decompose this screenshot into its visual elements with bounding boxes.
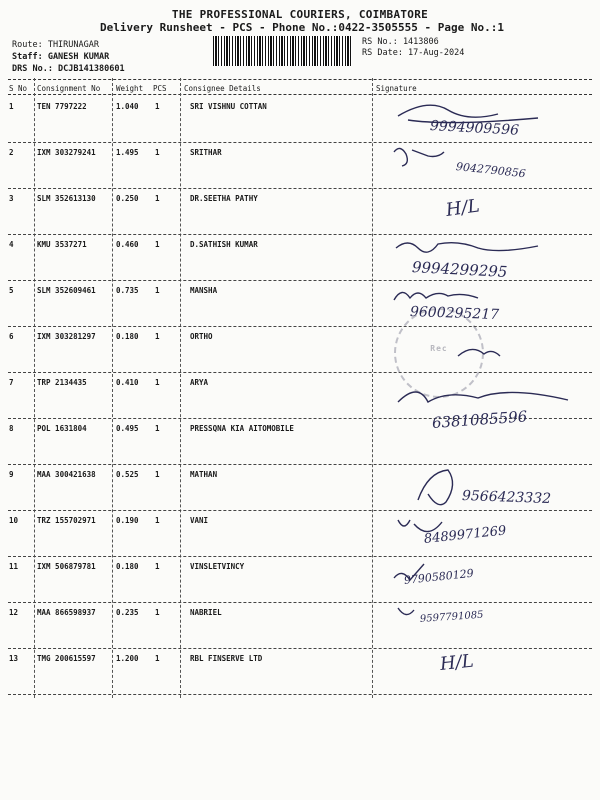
row-consignee: VINSLETVINCY [190,562,245,571]
row-consignee: DR.SEETHA PATHY [190,194,258,203]
row-sno: 11 [9,562,19,571]
row-consignee: D.SATHISH KUMAR [190,240,258,249]
row-weight: 0.180 [116,332,139,341]
row-weight: 0.735 [116,286,139,295]
row-consignee: PRESSQNA KIA AITOMOBILE [190,424,294,433]
handwritten-phone: 8489971269 [423,523,508,547]
row-consignee: VANI [190,516,209,525]
row-sno: 1 [9,102,14,111]
row-pcs: 1 [155,378,160,387]
row-consignment-no: TRZ 155702971 [37,516,96,525]
table-row [0,96,600,143]
row-weight: 0.190 [116,516,139,525]
row-pcs: 1 [155,654,160,663]
row-weight: 0.495 [116,424,139,433]
row-consignee: MATHAN [190,470,218,479]
row-pcs: 1 [155,102,160,111]
row-sno: 8 [9,424,14,433]
col-consignee: Consignee Details [184,84,261,93]
handwritten-phone: 6381085596 [431,407,528,432]
row-consignment-no: IXM 303281297 [37,332,96,341]
handwritten-phone: 9994299295 [411,258,508,281]
row-pcs: 1 [155,332,160,341]
drs-number: DRS No.: DCJB141380601 [12,64,125,74]
handwritten-phone: H/L [444,195,481,221]
table-row [0,510,600,557]
row-pcs: 1 [155,424,160,433]
row-consignment-no: IXM 506879781 [37,562,96,571]
col-signature: Signature [376,84,417,93]
row-weight: 0.410 [116,378,139,387]
stamp-text: Rec [430,344,448,353]
table-row [0,602,600,649]
row-sno: 7 [9,378,14,387]
row-consignee: SRI VISHNU COTTAN [190,102,267,111]
row-sno: 9 [9,470,14,479]
row-consignee: NABRIEL [190,608,222,617]
row-consignment-no: TRP 2134435 [37,378,87,387]
row-consignment-no: TEN 7797222 [37,102,87,111]
route-label: Route: THIRUNAGAR [12,40,99,50]
row-sno: 10 [9,516,19,525]
col-consignment: Consignment No [37,84,101,93]
row-consignee: SRITHAR [190,148,222,157]
row-pcs: 1 [155,240,160,249]
row-sno: 13 [9,654,19,663]
table-row [0,464,600,511]
row-weight: 1.200 [116,654,139,663]
row-consignment-no: MAA 300421638 [37,470,96,479]
row-sno: 2 [9,148,14,157]
row-weight: 0.460 [116,240,139,249]
table-row [0,188,600,235]
staff-label: Staff: GANESH KUMAR [12,52,110,62]
row-pcs: 1 [155,148,160,157]
table-row [0,280,600,327]
handwritten-phone: 9994909596 [429,118,520,139]
col-sno: S No [9,84,28,93]
barcode [213,36,352,66]
row-consignment-no: POL 1631804 [37,424,87,433]
row-pcs: 1 [155,286,160,295]
table-row [0,234,600,281]
table-top-line [8,79,592,80]
row-weight: 1.040 [116,102,139,111]
row-consignment-no: SLM 352613130 [37,194,96,203]
col-pcs: PCS [153,84,167,93]
row-weight: 0.180 [116,562,139,571]
row-consignment-no: IXM 303279241 [37,148,96,157]
handwritten-phone: 9042790856 [455,160,527,181]
row-consignee: ORTHO [190,332,213,341]
row-consignment-no: TMG 200615597 [37,654,96,663]
col-weight: Weight [116,84,144,93]
table-row [0,556,600,603]
handwritten-phone: 9597791085 [419,609,484,625]
row-sno: 12 [9,608,19,617]
runsheet-subtitle: Delivery Runsheet - PCS - Phone No.:0422-3505555 - Page No.:1 [100,21,504,34]
handwritten-phone: 9600295217 [409,304,500,324]
row-consignment-no: SLM 352609461 [37,286,96,295]
company-title: THE PROFESSIONAL COURIERS, COIMBATORE [171,8,429,21]
row-weight: 0.525 [116,470,139,479]
rs-date: RS Date: 17-Aug-2024 [362,48,465,58]
table-row [0,142,600,189]
row-sno: 3 [9,194,14,203]
table-row [0,326,600,373]
row-consignee: ARYA [190,378,209,387]
handwritten-phone: H/L [438,650,475,675]
row-sno: 4 [9,240,14,249]
row-consignment-no: KMU 3537271 [37,240,87,249]
row-pcs: 1 [155,194,160,203]
row-pcs: 1 [155,608,160,617]
handwritten-signature [388,326,578,370]
handwritten-phone: 9566423332 [461,488,552,508]
row-weight: 1.495 [116,148,139,157]
row-consignment-no: MAA 866598937 [37,608,96,617]
handwritten-phone: 9790580129 [403,566,475,587]
rs-number: RS No.: 1413806 [362,37,439,47]
table-header-line [8,94,592,95]
table-row [0,407,600,465]
table-row [0,648,600,695]
row-sno: 5 [9,286,14,295]
row-pcs: 1 [155,562,160,571]
row-pcs: 1 [155,470,160,479]
row-consignee: RBL FINSERVE LTD [190,654,263,663]
row-weight: 0.250 [116,194,139,203]
row-consignee: MANSHA [190,286,218,295]
row-separator [8,694,592,695]
row-weight: 0.235 [116,608,139,617]
row-pcs: 1 [155,516,160,525]
row-sno: 6 [9,332,14,341]
